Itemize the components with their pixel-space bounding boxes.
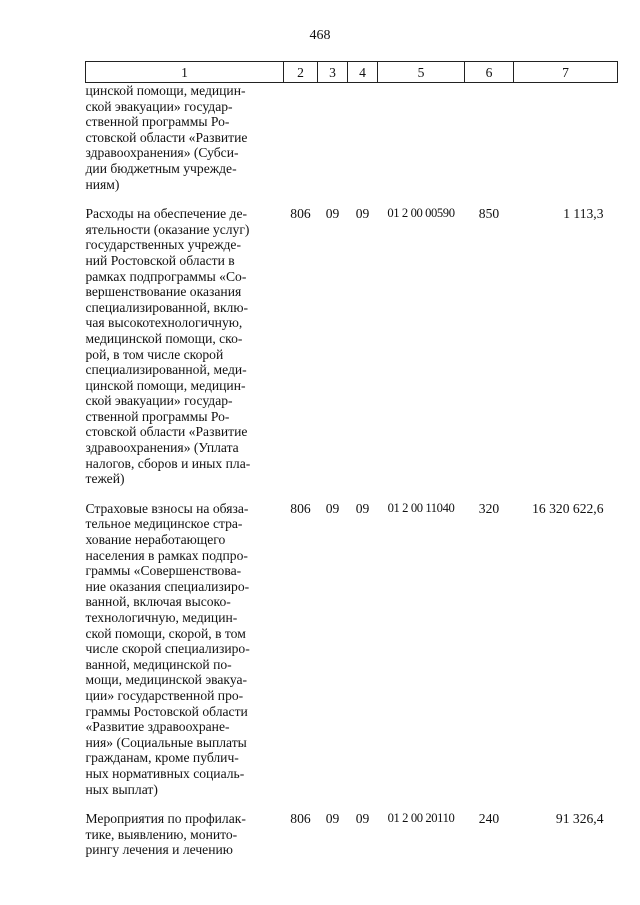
description-line: ции» государственной про- xyxy=(85,687,244,703)
header-col-1: 1 xyxy=(86,62,284,83)
description-line: Мероприятия по профилак- xyxy=(85,811,246,827)
header-col-7: 7 xyxy=(514,62,618,83)
table-row xyxy=(86,487,618,797)
description-line: ской помощи, скорой, в том xyxy=(85,625,246,641)
header-col-3: 3 xyxy=(318,62,348,83)
description-line: специализированной, вклю- xyxy=(85,299,249,315)
section-code: 09 xyxy=(325,500,340,516)
description-line: тежей) xyxy=(85,471,125,487)
description-line: цинской помощи, медицин- xyxy=(85,83,246,98)
description-line: ванной, медицинской по- xyxy=(85,656,232,672)
row-description xyxy=(86,487,284,797)
description-line: хование неработающего xyxy=(85,532,226,548)
description-line: здравоохранения» (Субси- xyxy=(85,145,239,161)
description-line: ятельности (оказание услуг) xyxy=(85,221,250,237)
description-line: населения в рамках подпро- xyxy=(85,547,248,563)
description-line: стовской области «Развитие xyxy=(85,424,248,440)
amount: 1 113,3 xyxy=(563,206,604,222)
target-article-code: 01 2 00 20110 xyxy=(387,811,455,826)
expense-type-code: 320 xyxy=(478,500,500,516)
description-line: ванной, включая высоко- xyxy=(85,594,231,610)
description-line: мощи, медицинской эвакуа- xyxy=(85,672,248,688)
description-line: цинской помощи, медицин- xyxy=(85,377,246,393)
description-line: налогов, сборов и иных пла- xyxy=(85,455,251,471)
description-line: государственных учрежде- xyxy=(85,237,241,253)
subsection-code: 09 xyxy=(355,500,370,516)
table-row xyxy=(86,797,618,858)
description-line: Расходы на обеспечение де- xyxy=(85,206,248,222)
description-line: технологичную, медицин- xyxy=(85,610,238,625)
row-description xyxy=(86,192,284,487)
page-number: 468 xyxy=(309,28,331,43)
description-line: граммы Ростовской области xyxy=(85,703,248,719)
ministry-code xyxy=(284,83,318,193)
target-article-code xyxy=(378,83,465,193)
header-col-2: 2 xyxy=(284,62,318,83)
expense-type-code xyxy=(465,83,514,193)
header-row xyxy=(86,62,618,83)
description-line: ние оказания специализиро- xyxy=(85,578,250,594)
description-line: медицинской помощи, ско- xyxy=(85,330,243,346)
description-line: специализированной, меди- xyxy=(85,362,247,378)
table-row xyxy=(86,192,618,487)
section-code: 09 xyxy=(325,206,340,222)
subsection-code: 09 xyxy=(355,811,370,827)
ministry-code: 806 xyxy=(290,206,311,222)
description-line: ской эвакуации» государ- xyxy=(85,98,233,114)
description-line: ственной программы Ро- xyxy=(85,114,230,130)
table-body xyxy=(86,83,618,858)
description-line: граммы «Совершенствова- xyxy=(85,563,242,579)
amount: 16 320 622,6 xyxy=(532,500,604,516)
table-header xyxy=(86,62,618,83)
expense-type-code: 240 xyxy=(478,811,500,827)
description-line: ний Ростовской области в xyxy=(85,252,235,268)
description-line: ных выплат) xyxy=(85,781,158,797)
description-line: здравоохранения» (Уплата xyxy=(85,440,239,456)
description-line: рамках подпрограммы «Со- xyxy=(85,268,247,284)
row-description xyxy=(86,797,284,858)
description-line: ния» (Социальные выплаты xyxy=(85,734,247,750)
ministry-code: 806 xyxy=(290,500,311,516)
section-code xyxy=(318,83,348,193)
description-line: рой, в том числе скорой xyxy=(85,346,224,362)
header-col-6: 6 xyxy=(465,62,514,83)
expense-type-code: 850 xyxy=(478,206,500,222)
description-line: дии бюджетным учрежде- xyxy=(85,160,237,176)
budget-table xyxy=(85,61,618,858)
description-line: Страховые взносы на обяза- xyxy=(85,500,249,516)
description-line: чая высокотехнологичную, xyxy=(85,315,243,331)
description-line: стовской области «Развитие xyxy=(85,129,248,145)
description-line: рингу лечения и лечению xyxy=(85,842,233,858)
description-line: тике, выявлению, монито- xyxy=(85,826,238,842)
description-line: ниям) xyxy=(85,176,120,192)
target-article-code: 01 2 00 00590 xyxy=(387,206,455,221)
description-line: ственной программы Ро- xyxy=(85,408,230,424)
description-line: вершенствование оказания xyxy=(85,284,242,300)
row-description xyxy=(86,83,284,193)
description-line: «Развитие здравоохране- xyxy=(85,719,230,735)
header-col-4: 4 xyxy=(348,62,378,83)
header-col-5: 5 xyxy=(378,62,465,83)
description-line: тельное медицинское стра- xyxy=(85,516,243,532)
description-line: гражданам, кроме публич- xyxy=(85,750,239,766)
amount xyxy=(514,83,618,193)
subsection-code: 09 xyxy=(355,206,370,222)
amount: 91 326,4 xyxy=(555,811,604,827)
section-code: 09 xyxy=(325,811,340,827)
description-line: числе скорой специализиро- xyxy=(85,641,250,657)
description-line: ных нормативных социаль- xyxy=(85,765,245,781)
description-line: ской эвакуации» государ- xyxy=(85,393,233,409)
target-article-code: 01 2 00 11040 xyxy=(387,500,455,515)
subsection-code xyxy=(348,83,378,193)
ministry-code: 806 xyxy=(290,811,311,827)
table-row xyxy=(86,83,618,193)
